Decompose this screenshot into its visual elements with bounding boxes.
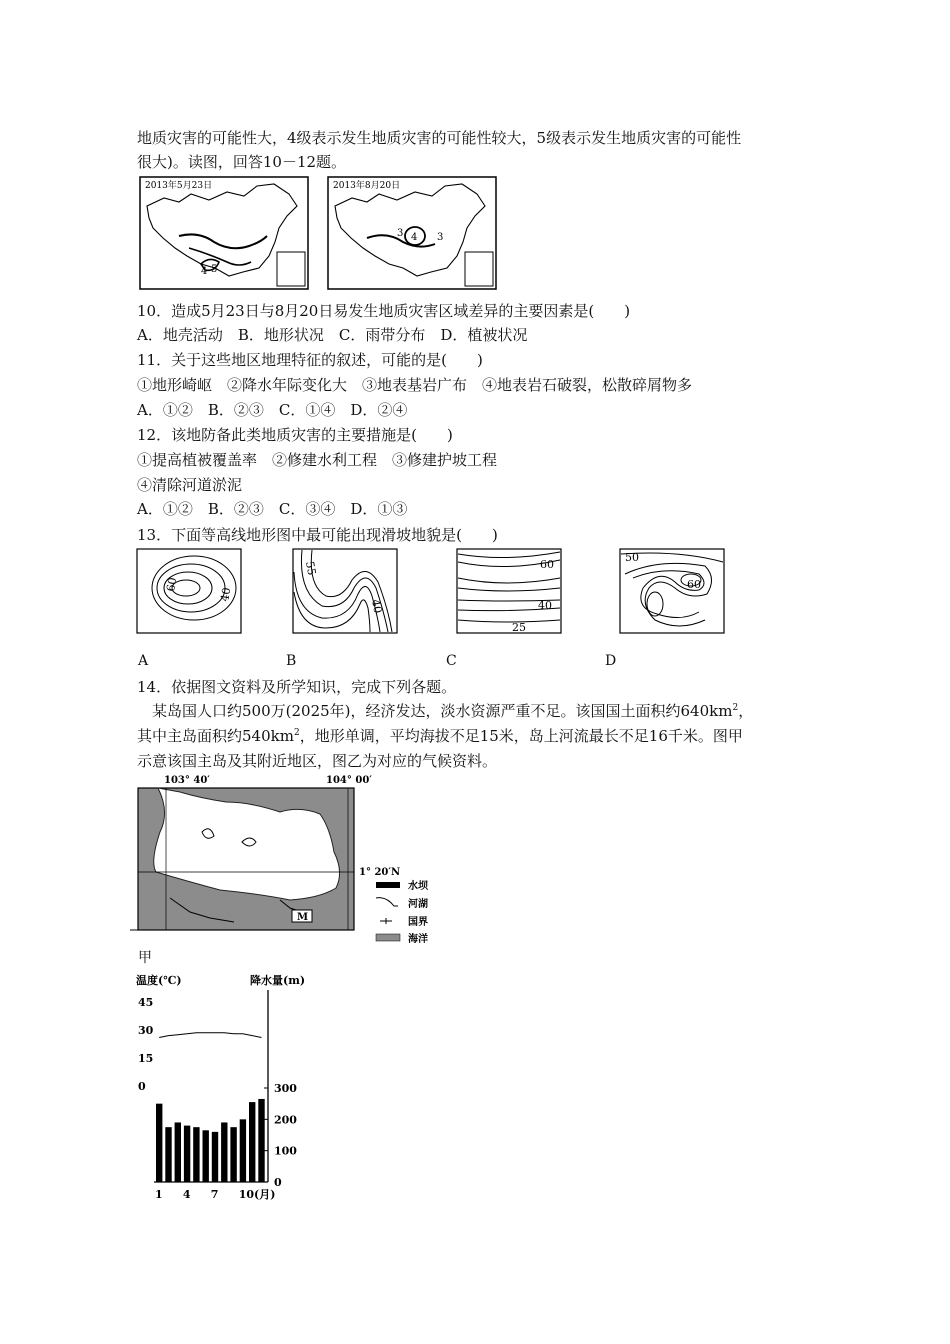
contour-label: 60 bbox=[540, 558, 554, 571]
precip-tick-label: 100 bbox=[274, 1144, 297, 1158]
precip-bar bbox=[212, 1132, 218, 1182]
contour-map-a bbox=[136, 548, 242, 634]
contour-label: 50 bbox=[625, 551, 639, 564]
map-marker-m: M bbox=[297, 912, 309, 923]
precip-axis-label: 降水量(m) bbox=[250, 974, 306, 987]
map-level: 3 bbox=[397, 228, 404, 239]
q14-para-3: 示意该国主岛及其附近地区，图乙为对应的气候资料。 bbox=[137, 752, 498, 770]
q14-stem: 14．依据图文资料及所学知识，完成下列各题。 bbox=[137, 678, 457, 696]
contour-label: 25 bbox=[512, 621, 526, 634]
island-map bbox=[130, 772, 440, 972]
map-date-label: 2013年5月23日 bbox=[145, 181, 213, 191]
map-may-23 bbox=[139, 176, 309, 290]
climate-chart bbox=[130, 968, 320, 1204]
q10-options: A．地壳活动 B．地形状况 C．雨带分布 D．植被状况 bbox=[137, 326, 528, 344]
contour-map-d bbox=[619, 548, 725, 634]
precip-bar bbox=[193, 1127, 199, 1182]
q11-items: ①地形崎岖 ②降水年际变化大 ③地表基岩广布 ④地表岩石破裂，松散碎屑物多 bbox=[137, 376, 693, 394]
map-date-label: 2013年8月20日 bbox=[333, 181, 401, 191]
q10-stem: 10．造成5月23日与8月20日易发生地质灾害区域差异的主要因素是( ) bbox=[137, 302, 631, 320]
temp-tick-label: 0 bbox=[138, 1080, 146, 1093]
q14-para-2: 其中主岛面积约$540km^2$，地形单调，平均海拔不足15米，岛上河流最长不足16千米。图甲 bbox=[137, 727, 743, 745]
month-tick-label: 10(月) bbox=[238, 1188, 276, 1201]
option-label-c: C bbox=[446, 653, 457, 669]
contour-label: 55 bbox=[303, 560, 319, 577]
precip-bar bbox=[249, 1102, 255, 1182]
map-aug-20 bbox=[327, 176, 497, 290]
q12-stem: 12．该地防备此类地质灾害的主要措施是( ) bbox=[137, 426, 453, 444]
contour-label: 40 bbox=[218, 586, 234, 603]
q11-stem: 11．关于这些地区地理特征的叙述，可能的是( ) bbox=[137, 351, 483, 369]
latitude-label: 1° 20′N bbox=[359, 867, 401, 878]
q11-options: A．①② B．②③ C．①④ D．②④ bbox=[137, 401, 408, 419]
precip-tick-label: 300 bbox=[274, 1082, 297, 1095]
contour-label: 60 bbox=[687, 578, 701, 591]
map-level: 4 bbox=[411, 232, 418, 243]
precip-bar bbox=[175, 1122, 181, 1182]
contour-label: 60 bbox=[164, 576, 180, 593]
precip-bar bbox=[230, 1127, 236, 1182]
precip-tick-label: 0 bbox=[274, 1176, 282, 1189]
month-tick-label: 1 bbox=[155, 1188, 163, 1201]
precip-bar bbox=[165, 1127, 171, 1182]
option-label-a: A bbox=[138, 653, 149, 669]
q12-options: A．①② B．②③ C．③④ D．①③ bbox=[137, 500, 408, 518]
precip-bar bbox=[184, 1126, 190, 1182]
legend-border: 国界 bbox=[408, 917, 428, 928]
temp-tick-label: 45 bbox=[138, 996, 154, 1009]
month-tick-label: 4 bbox=[182, 1188, 191, 1201]
q13-stem: 13．下面等高线地形图中最可能出现滑坡地貌是( ) bbox=[137, 526, 498, 544]
month-tick-label: 7 bbox=[210, 1188, 219, 1201]
temperature-line bbox=[159, 1033, 261, 1038]
precip-bar bbox=[258, 1099, 264, 1182]
contour-label: 40 bbox=[369, 598, 385, 615]
temp-tick-label: 30 bbox=[138, 1024, 154, 1037]
q12-items-2: ④清除河道淤泥 bbox=[137, 476, 243, 494]
longitude-label: 104° 00′ bbox=[326, 775, 372, 786]
option-label-b: B bbox=[286, 653, 297, 669]
intro-line-2: 很大)。读图，回答10－12题。 bbox=[137, 153, 347, 171]
legend-dam: 水坝 bbox=[408, 881, 428, 892]
temp-axis-label: 温度(℃) bbox=[136, 974, 182, 987]
legend-ocean: 海洋 bbox=[408, 934, 428, 945]
q12-items-1: ①提高植被覆盖率 ②修建水利工程 ③修建护坡工程 bbox=[137, 451, 498, 469]
longitude-label: 103° 40′ bbox=[164, 775, 210, 786]
temp-tick-label: 15 bbox=[138, 1052, 154, 1065]
precip-bar bbox=[240, 1119, 246, 1182]
contour-label: 40 bbox=[538, 599, 552, 612]
map-level: 5 bbox=[211, 264, 218, 275]
contour-map-c bbox=[456, 548, 562, 634]
precip-tick-label: 200 bbox=[274, 1113, 297, 1127]
figure-caption-jia: 甲 bbox=[138, 950, 152, 966]
q14-para-1: 某岛国人口约500万(2025年)，经济发达，淡水资源严重不足。该国国土面积约$640km^2$， bbox=[137, 702, 754, 720]
precip-bar bbox=[203, 1130, 209, 1182]
precip-bar bbox=[156, 1104, 162, 1182]
contour-map-b bbox=[292, 548, 398, 634]
map-level: 4 bbox=[201, 266, 208, 277]
precip-bar bbox=[221, 1122, 227, 1182]
legend-river-lake: 河湖 bbox=[408, 899, 428, 910]
map-level: 3 bbox=[437, 232, 444, 243]
intro-line-1: 地质灾害的可能性大，4级表示发生地质灾害的可能性较大，5级表示发生地质灾害的可能性 bbox=[137, 129, 742, 147]
option-label-d: D bbox=[605, 653, 617, 669]
